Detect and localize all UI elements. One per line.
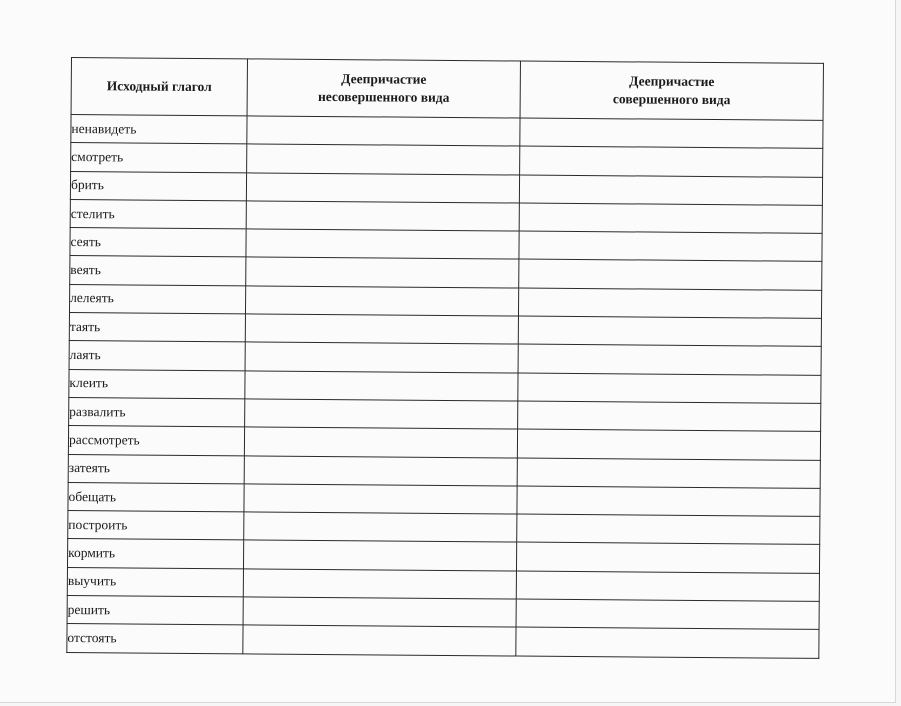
table-container (66, 57, 823, 659)
perfective-answer-cell[interactable] (517, 514, 820, 545)
perfective-answer-cell[interactable] (519, 231, 822, 262)
imperfective-answer-cell[interactable] (245, 342, 518, 372)
header-perfective-line1: Деепричастие (629, 73, 715, 90)
verb-cell: веять (70, 256, 246, 286)
header-imperfective-participle (247, 59, 520, 118)
verb-cell: отстоять (67, 624, 243, 654)
verb-cell: таять (69, 313, 245, 343)
imperfective-answer-cell[interactable] (247, 116, 520, 146)
verb-cell: выучить (67, 567, 243, 597)
imperfective-answer-cell[interactable] (245, 371, 518, 401)
header-original-verb-text: Исходный глагол (106, 78, 212, 95)
imperfective-answer-cell[interactable] (246, 257, 519, 287)
verb-cell: смотреть (71, 143, 247, 173)
imperfective-answer-cell[interactable] (243, 540, 516, 570)
imperfective-answer-cell[interactable] (243, 569, 516, 599)
imperfective-answer-cell[interactable] (244, 455, 517, 485)
imperfective-answer-cell[interactable] (244, 427, 517, 457)
header-perfective-participle (520, 61, 823, 120)
perfective-answer-cell[interactable] (520, 118, 823, 149)
perfective-answer-cell[interactable] (519, 175, 822, 206)
perfective-answer-cell[interactable] (520, 146, 823, 177)
perfective-answer-cell[interactable] (518, 401, 821, 432)
verb-cell: затеять (68, 454, 244, 484)
imperfective-answer-cell[interactable] (243, 597, 516, 627)
header-original-verb (71, 58, 247, 116)
perfective-answer-cell[interactable] (517, 486, 820, 517)
perfective-answer-cell[interactable] (516, 571, 819, 602)
verb-cell: развалить (69, 397, 245, 427)
perfective-answer-cell[interactable] (518, 373, 821, 404)
verb-cell: решить (67, 596, 243, 626)
verb-cell: кормить (67, 539, 243, 569)
verb-cell: построить (68, 511, 244, 541)
verb-cell: лаять (69, 341, 245, 371)
imperfective-answer-cell[interactable] (247, 144, 520, 174)
verb-cell: стелить (70, 199, 246, 229)
verb-cell: рассмотреть (68, 426, 244, 456)
perfective-answer-cell[interactable] (519, 203, 822, 234)
verb-cell: клеить (69, 369, 245, 399)
perfective-answer-cell[interactable] (516, 599, 819, 630)
perfective-answer-cell[interactable] (519, 260, 822, 291)
imperfective-answer-cell[interactable] (246, 172, 519, 202)
perfective-answer-cell[interactable] (517, 458, 820, 489)
perfective-answer-cell[interactable] (516, 627, 819, 658)
verb-cell: сеять (70, 228, 246, 258)
imperfective-answer-cell[interactable] (245, 399, 518, 429)
imperfective-answer-cell[interactable] (246, 229, 519, 259)
verb-participle-table (66, 57, 824, 659)
imperfective-answer-cell[interactable] (244, 484, 517, 514)
verb-cell: обещать (68, 482, 244, 512)
header-perfective-line2: совершенного вида (612, 91, 731, 108)
perfective-answer-cell[interactable] (518, 344, 821, 375)
perfective-answer-cell[interactable] (518, 316, 821, 347)
imperfective-answer-cell[interactable] (243, 625, 516, 655)
verb-cell: ненавидеть (71, 115, 247, 145)
header-imperfective-line2: несовершенного вида (317, 88, 450, 105)
imperfective-answer-cell[interactable] (245, 286, 518, 316)
imperfective-answer-cell[interactable] (245, 314, 518, 344)
perfective-answer-cell[interactable] (516, 542, 819, 573)
perfective-answer-cell[interactable] (518, 288, 821, 319)
header-row (71, 58, 823, 121)
imperfective-answer-cell[interactable] (244, 512, 517, 542)
verb-cell: брить (70, 171, 246, 201)
verb-cell: лелеять (69, 284, 245, 314)
imperfective-answer-cell[interactable] (246, 201, 519, 231)
header-imperfective-line1: Деепричастие (341, 71, 427, 87)
table-row (67, 624, 819, 658)
perfective-answer-cell[interactable] (517, 429, 820, 460)
